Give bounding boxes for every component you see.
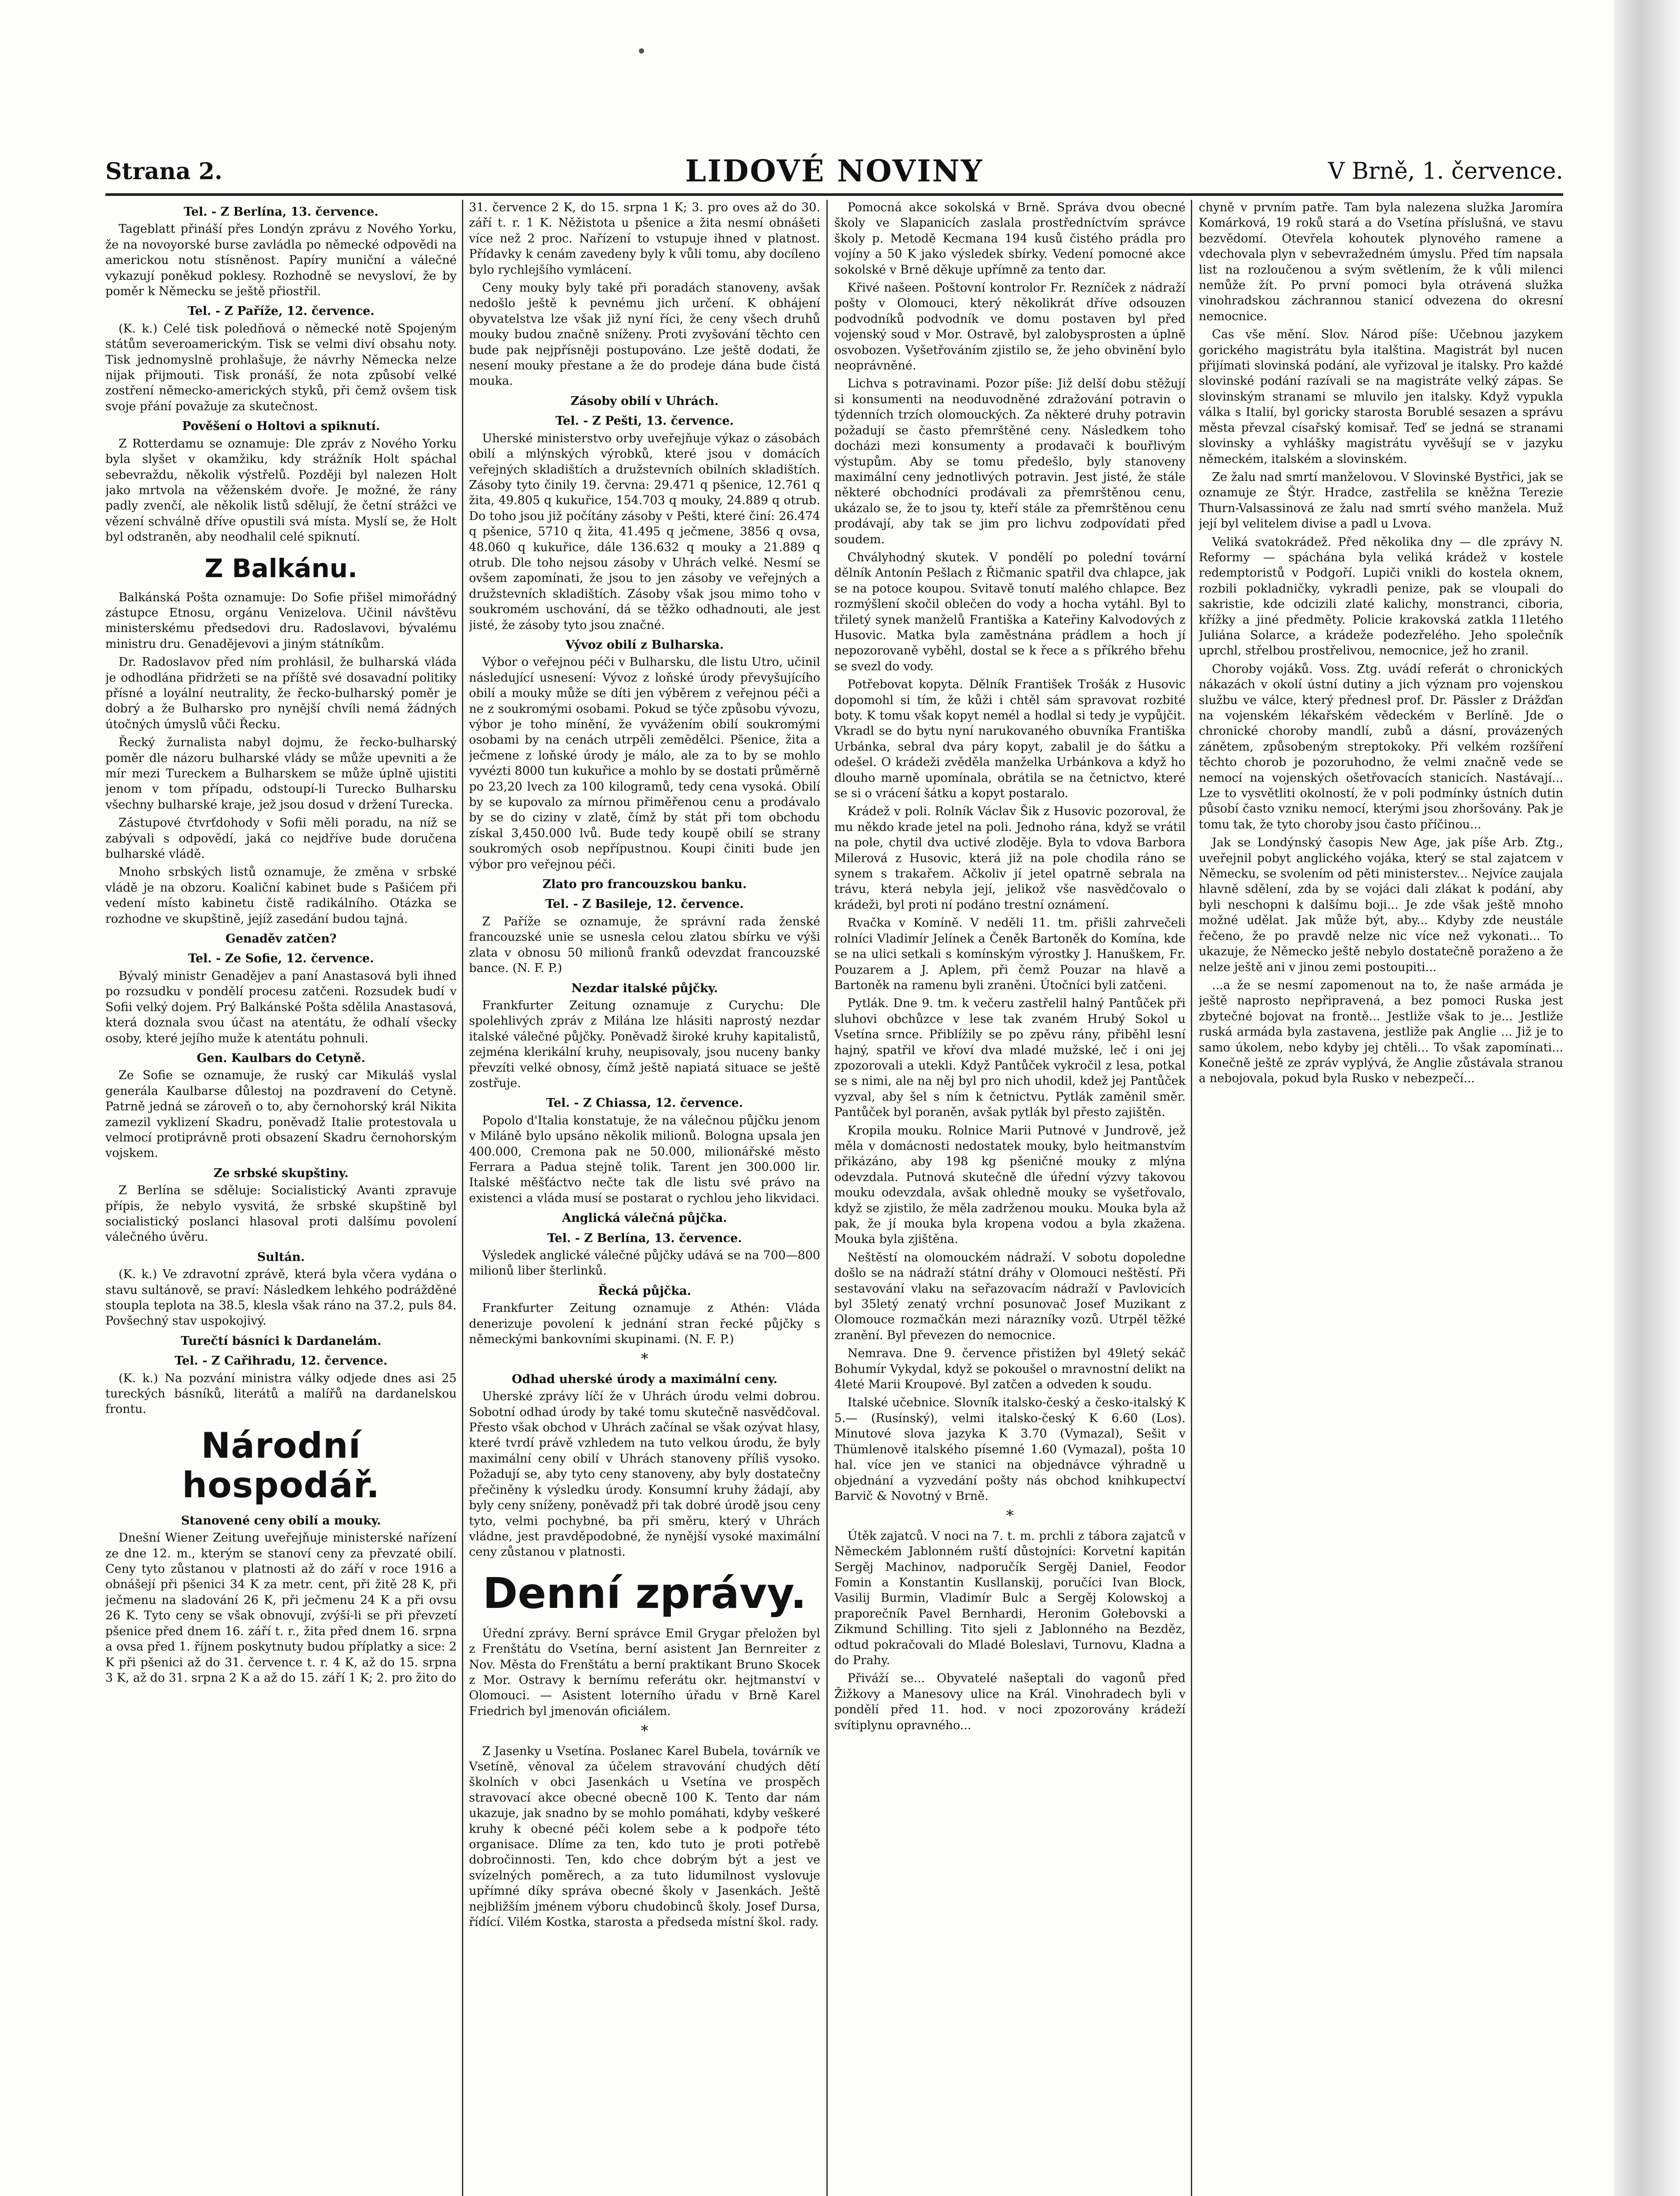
article-text: Potřebovat kopyta. Dělník František Trošák z Husovic dopomohl si tím, že kůži i chtěl sám spravovat rozbité boty. K tomu však kopyt nemél a hodlal si tedy je vypůjčit. Vkradl se do bytu nyní narukovaného obuvníka Františka Urbánka, sebral dva páry kopyt, zabalil je do šátku a odešel. O krádeži zvěděla manželka Urbánkova a když ho dlouho marně upomínala, obrátila se na četnictvo, které se si o vrácení šátku a kopyt postaralo.	[834, 678, 1186, 801]
article-text: Veliká svatokrádež. Před několika dny — dle zprávy N. Reformy — spáchána byla veliká krádež v kostele redemptoristů v Podgoří. Lupiči vnikli do kostela oknem, rozbili pokladničky, vykradli penize, pak se vloupali do sakristie, kde odcizili zlaté kalichy, monstranci, ciboria, křížky a jiné předměty. Policie krakovská zatkla 11letého Juliána Solarce, a krádeže podezřelého. Jeho společník uprchl, střelbou prostřelivou, nemocnice, jež ho zranil.	[1199, 535, 1563, 658]
article-text: Balkánská Pošta oznamuje: Do Sofie přišel mimořádný zástupce Etnosu, orgánu Venizelova. Učinil návštěvu ministerskému předsedovi dru. Radoslavovi, bývalému ministru dru. Genadějevovi a jiným státníkům.	[105, 590, 457, 651]
section-title: Z Balkánu.	[205, 553, 357, 583]
article-heading: Stanovené ceny obilí a mouky.	[181, 1513, 381, 1528]
article-text: Neštěstí na olomouckém nádraží. V sobotu dopoledne došlo se na nádraží státní dráhy v Olomouci neštěstí. Při sestavování vlaku na seřazovacím nádraží v Pavlovicích byl 35letý zenatý vrchní posunovač Josef Muzikant z Olomouce rozmačkán mezi nárazníky vozů. Utrpěl těžké zranění. Byl převezen do nemocnice.	[834, 1250, 1186, 1342]
article-heading: Zlato pro francouzskou banku.	[542, 878, 747, 892]
article-text: Krádež v poli. Rolník Václav Šik z Husovic pozoroval, že mu někdo krade jetel na poli. Jednoho rána, když se vrátil na pole, chytil dva uctivé zloděje. Byla to vdova Barbora Milerová z Husovic, která již na pole chodila ráno se synem s trakařem. Ačkoliv jí jetel opatrně sebrala na trávu, která nebyla její, jelikož vše nasvědčovalo o krádeži, byl proti ní podáno trestní oznámení.	[834, 805, 1186, 912]
article-text: Cas vše mění. Slov. Národ píše: Učebnou jazykem gorického magistrátu byla italština. Magistrát byl nucen přijímati slovinská podání, ale vyřizoval je italsky. Pro každé slovinské podání razívali se na magistráte velký zápas. Se slovinským stranami se mluvilo jen italsky. Když vypukla válka s Italií, byl goricky starosta Borublé sesazen a správu města převzal císařský komisař. Teď se jedná se stranami slovinsky a vyhlášky magistrátu vyvěšují se v jazyku německém, italském a slovinském.	[1199, 328, 1563, 466]
separator-star: *	[641, 1722, 649, 1740]
article-text: Z Paříže se oznamuje, že správní rada ženské francouzské unie se usnesla celou zlatou sbírku ve výši zlata v obnosu 50 milionů franků odevzdat francouzské bance. (N. F. P.)	[469, 914, 820, 975]
article-heading: Gen. Kaulbars do Cetyně.	[196, 1051, 366, 1065]
article-heading: Sultán.	[257, 1250, 305, 1264]
article-heading: Ze srbské skupštiny.	[213, 1166, 349, 1180]
article-text: Italské učebnice. Slovník italsko-český a česko-italský K 5.— (Rusínský), velmi italsko-český K 6.60 (Los). Minutové slova jazyka K 3.70 (Vymazal), Sešit v Thümlenově italského písemné 1.60 (Vymazal), pošta 10 hal. více jen ve stanici na objednávce výhradně u objednání a vyzvedání pošty nás obchod knihkupectví Barvič & Novotný v Brně.	[834, 1396, 1186, 1503]
article-text: Řecký žurnalista nabyl dojmu, že řecko-bulharský poměr dle názoru bulharské vlády se může upevniti a že mír mezi Tureckem a Bulharskem se může úplně ujistiti jenom v tom případu, odstoupí-li Turecko Bulharsku všechny bulharské kraje, jež jsou dosud v držení Turecka.	[105, 736, 457, 812]
article-text: Úřední zprávy. Berní správce Emil Grygar přeložen byl z Frenštátu do Vsetína, berní asistent Jan Bernreiter z Nov. Města do Frenštátu a berní praktikant Bruno Skocek z Mor. Ostravy k bernímu referátu okr. hejtmanství v Olomouci. — Asistent loterního úřadu v Brně Karel Friedrich byl jmenován oficiálem.	[469, 1626, 820, 1718]
column-divider	[462, 200, 463, 2196]
scan-speck	[639, 48, 644, 54]
article-text: Uherské zprávy líčí že v Uhrách úrodu velmi dobrou. Sobotní odhad úrody by také tomu skutečně nasvědčoval. Přesto však obchod v Uhrách začínal se však ozývat hlasy, které tvrdí právě vzhledem na tuto velkou úrodu, že byly maximální ceny obilí v Uhrách stanoveny příliš vysoko. Požadují se, aby tyto ceny stanoveny, aby byly dostatečny přečiněny k výsledku úrody. Konsumní kruhy žádají, aby byly ceny sníženy, poněvadž při tak dobré úrodě jsou ceny tyto, velmi pochybné, ba při směru, který v Uhrách vládne, jest pravděpodobné, že nynější vysoké maximální ceny zůstanou v platnosti.	[469, 1390, 820, 1559]
article-text: Z Jasenky u Vsetína. Poslanec Karel Bubela, továrník ve Vsetíně, věnoval za účelem stravování chudých dětí školních v obci Jasenkách u Vsetína ve prospěch stravovací akce obecné obecně 100 K. Tento dar nám ukazuje, jak snadno by se mohlo pomáhati, kdyby veškeré kruhy k obecné péči kolem sebe a k podpoře této organisace. Dlíme za ten, kdo tuto je proti potřebě dobročinnosti. Ten, kdo chce dobrým být a jest ve svízelných poměrech, a za tuto lidumilnost vyslovuje upřímné díky správa obecné školy v Jasenkách. Ještě nejbližším jménem výboru chudobinců školy. Josef Dursa, řídící. Vilém Kostka, starosta a předseda místní škol. rady.	[469, 1744, 820, 1929]
article-subheading: Tel. - Z Pešti, 13. července.	[555, 414, 734, 428]
article-text: (K. k.) Celé tisk poledňová o německé notě Spojeným státům severoamerickým. Tisk se velmi diví obsahu noty. Tisk jednomyslně prohlašuje, že návrhy Německa nelze nijak přijmouti. Tisk pronáší, že nota způsobí velké zostření německo-amerických styků, při čemž ovšem tisk svoje přání považuje za skutečnost.	[105, 321, 457, 413]
article-text: Lichva s potravinami. Pozor píše: Již delší dobu stěžují si konsumenti na neoduvodněné zdražování potravin o týdenních trzích olomouckých. Za některé druhy potravin požadují se často přemrštěné ceny. Následkem toho docházi mezi konsumenty a prodavači k bouřlivým výstupům. Aby se tomu předešlo, byly stanoveny maximální ceny jednotlivých potravin. Jest jisté, že stále některé obchodníci prodávali za přemrštěnou cenu, ukázalo se, že to jsou ty, kteří stále za přemrštěnou cenu prodávají, aby tak se jim pro lichvu zodpovídati před soudem.	[834, 377, 1186, 546]
page-edge-shadow	[1614, 0, 1680, 2196]
article-text: Bývalý ministr Genadějev a paní Anastasová byli ihned po rozsudku v pondělí procesu zatčeni. Rozsudek budí v Sofii velký dojem. Prý Balkánské Pošta sdělila Anastasová, která doznala svou účast na atentátu, že odhalí všecky osoby, které jejího muže k atentátu pohnuli.	[105, 969, 457, 1045]
article-heading: Vývoz obilí z Bulharska.	[565, 638, 724, 652]
article-text: Přiváží se... Obyvatelé našeptali do vagonů před Žižkovy a Manesovy ulice na Král. Vinohradech byli v pondělí před 11. hod. v noci zpozorovány krádeží svítiplynu opravného...	[834, 1672, 1186, 1732]
article-text: Výsledek anglické válečné půjčky udává se na 700—800 milionů liber šterlinků.	[469, 1249, 820, 1278]
article-text: Křivé našeen. Poštovní kontrolor Fr. Rezníček z nádraží pošty v Olomouci, který několikrát dříve odsouzen podvodníků podvodník ve domu postaven byl před vojenský soud v Mor. Ostravě, byl zalobysprosten a úplně osvobozen. Vyšetřováním zjistilo se, že jeho obvinění bylo neoprávněné.	[834, 281, 1186, 373]
column-3	[834, 200, 1186, 2196]
header-rule	[105, 193, 1563, 196]
article-subheading: Tel. - Z Cařihradu, 12. července.	[174, 1354, 388, 1368]
article-heading: Odhad uherské úrody a maximální ceny.	[512, 1372, 778, 1386]
article-text: Frankfurter Zeitung oznamuje z Curychu: Dle spolehlivých zpráv z Milána lze hlásiti naprostý nezdar italské válečné půjčky. Poněvadž široké kruhy kapitalistů, zejména klerikální kruhy, neupisovaly, jsou nuceny banky převzíti velké obnosy, čímž ještě napiatá situace se ještě zostřuje.	[469, 998, 820, 1090]
article-text: (K. k.) Na pozvání ministra války odjede dnes asi 25 tureckých básníků, literátů a malířů na dardanelskou frontu.	[105, 1371, 457, 1416]
column-1	[105, 200, 457, 2196]
article-text: Ze Sofie se oznamuje, že ruský car Mikuláš vyslal generála Kaulbarse důlestoj na pozdravení do Cetyně. Patrně jedná se zároveň o to, aby černohorský král Nikita zamezil vyklizení Skadru, poněvadž Italie protestovala u velmocí protiprávně proti obsazení Skadru černohorským vojskem.	[105, 1069, 457, 1160]
article-text: chyně v prvním patře. Tam byla nalezena služka Jaromíra Komárková, 19 roků stará a do Vsetína příslušná, ve stavu bezvědomí. Otevřela kohoutek plynového ramene a vdechovala plyn v sebevražedném úmyslu. Před tím napsala list na rozloučenou a svým světlením, že k vůli milenci nemůže žít. Po první pomoci byla otrávená služka vinohradskou záchrannou stanicí odvezena do okresní nemocnice.	[1199, 201, 1563, 323]
page-header	[105, 154, 1563, 193]
article-text: Pomocná akce sokolská v Brně. Správa dvou obecné školy ve Slapanicích zaslala prostředníctvím správce školy p. Metodě Kecmana 194 kusů čistého prádla pro vojíny a 50 K jako výsledek sbírky. Vedení pomocné akce sokolské v Brně děkuje upřímně za tento dar.	[834, 201, 1186, 277]
masthead-title: LIDOVÉ NOVINY	[685, 154, 984, 189]
article-text: Tageblatt přináší přes Londýn zprávu z Nového Yorku, že na novoyorské burse zavládla po německé odpovědi na americkou notu stísněnost. Papíry muniční a válečné vykazují poněkud poklesy. Rozhodně se nevysloví, že by poměr k Německu se ještě přiostřil.	[105, 222, 457, 299]
article-text: Uherské ministerstvo orby uveřejňuje výkaz o zásobách obilí a mlýnských výrobků, které jsou v domácích veřejných skladištích a družstevních obilních skladištích. Zásoby tyto činily 19. června: 29.471 q pšenice, 12.761 q žita, 49.805 q kukuřice, 154.703 q mouky, 24.889 q otrub. Do toho jsou již počítány zásoby v Pešti, které činí: 26.474 q pšenice, 5710 q žita, 41.495 q ječmene, 3856 q ovsa, 48.060 q kukuřice, dále 136.632 q mouky a 21.889 q otrub. Dle toho nejsou zásoby v Uhrách velké. Nesmí se ovšem zapomínati, že jsou to jen zásoby ve veřejných a družstevních skladištích. Zásoby však jsou mimo toho v soukromém uschování, dá se těžko odhadnouti, ale jest jisté, že zásoby tyto jsou značné.	[469, 431, 820, 632]
article-subheading: Tel. - Z Chiassa, 12. července.	[546, 1096, 743, 1110]
article-text: Choroby vojáků. Voss. Ztg. uvádí referát o chronických nákazách v okolí ústní dutiny a jich význam pro vojenskou službu ve válce, který přednesl prof. Dr. Pässler z Drážďan na vojenském lékařském vědeckém v Berlíně. Jde o chronické choroby mandlí, zubů a dásní, provázených zánětem, způsobeným streptokoky. Při velkém rozšíření těchto chorob je pozoruhodno, že velmi značně vede se nemocí na vojenských ošetřovacích stanicích. Nastávají... Lze to vysvětliti okolností, že v poli podmínky ústních dutin působí často vzniku nemocí, kterými jsou zhoršovány. Pak je tomu tak, že tyto choroby jsou často příčinou...	[1199, 662, 1563, 831]
page-number: Strana 2.	[105, 158, 223, 185]
article-text: Chvályhodný skutek. V pondělí po polední tovární dělník Antonín Pešlach z Řičmanic spatřil dva chlapce, jak se na potoce koupou. Svitavě tonutí malého chlapce. Bez rozmýšlení skočil oblečen do vody a hocha vytáhl. Byl to třiletý synek manželů Františka a Kateřiny Kalvodových z Husovic. Matka byla zaměstnána prádlem a hoch jí nepozorovaně vyběhl, dostal se k řece a s příkrého břehu se svezl do vody.	[834, 550, 1186, 673]
article-text: Frankfurter Zeitung oznamuje z Athén: Vláda denerizuje povolení k jednání stran řecké půjčky s německými bankovními skupinami. (N. F. P.)	[469, 1301, 820, 1347]
article-text: Výbor o veřejnou péči v Bulharsku, dle listu Utro, učinil následující usnesení: Vývoz z loňské úrody převyšujícího obilí a mouky může se díti jen výběrem z veřejnou péči a ne z soukromými osobami. Pokud se týče způsobu vývozu, výbor je toho mínění, že vyvážením obilí soukromými osobami by na cenách utrpěli zemědělci. Pšenice, žita a ječmene z loňské úrody je málo, ale za to by se mohlo vyvézti 8000 tun kukuřice a mohlo by se dostati průměrně po 23,20 lvech za 100 kilogramů, tedy cena vysoká. Obilí by se kupovalo za mírnou přiměřenou cenu a prodávalo by se do ciziny v zlatě, čímž by stát při tom obchodu získal 3,450.000 lvů. Bude tedy koupě obilí se strany soukromých osob nepřípustnou. Koupi činiti bude jen výbor pro veřejnou péči.	[469, 655, 820, 871]
article-text: Nemrava. Dne 9. července přistižen byl 49letý sekáč Bohumír Vykydal, když se pokoušel o mravnostní delikt na 4leté Marii Kroupové. Byl zatčen a odveden k soudu.	[834, 1347, 1186, 1392]
article-text: Popolo d'Italia konstatuje, že na válečnou půjčku jenom v Miláně bylo upsáno několik milionů. Bologna upsala jen 400.000, Cremona pak ne 50.000, milionářské město Ferrara a Padua stejně tolik. Tarent jen 300.000 lir. Italské měšťáctvo nečte tak dle listu své právo na existenci a vláda musí se postarat o rychlou jeho likvidaci.	[469, 1113, 820, 1205]
article-text: Z Rotterdamu se oznamuje: Dle zpráv z Nového Yorku byla slyšet v okamžiku, kdy strážník Holt spáchal sebevraždu, několik výstřelů. Později byl nalezen Holt jako mrtvola na věženském dvoře. Je možné, že rány padly zvenčí, ale několik listů sdělují, že četní strážci ve vězení schválně dříve opustili svá místa. Myslí se, že Holt byl odstraněn, aby neodhalil celé spiknutí.	[105, 437, 457, 544]
column-2	[469, 200, 820, 2196]
dateline: V Brně, 1. července.	[1328, 158, 1563, 184]
article-text: Jak se Londýnský časopis New Age, jak píše Arb. Ztg., uveřejnil pobyt anglického vojáka, který se stal zajatcem v Německu, se svolením od pěti ministerstev... Nejvíce zaujala hlavně sdělení, zda by se vojáci dali zlákat k podání, aby byli neschopni k dalšímu boji... Je zde však ještě mnoho možné udělat. Jak může být, aby... Kdyby zde neustále řečeno, že po pravdě nelze nic více než vykonati... To ukazuje, že Německo ještě nebylo dostatečně poraženo a že nelze ještě ani v jinou zemi postoupiti...	[1199, 836, 1563, 974]
column-divider	[826, 200, 828, 2196]
separator-star: *	[1006, 1507, 1014, 1525]
article-text: Dr. Radoslavov před ním prohlásil, že bulharská vláda je odhodlána přidržeti se na příště své dosavadní politiky přísné a loyální neutrality, že řecko-bulharský poměr je dobrý a že Bulharsko pro nynější chvíli nemá žádných útočných úmyslů vůči Řecku.	[105, 655, 457, 731]
article-text: Mnoho srbských listů oznamuje, že změna v srbské vládě je na obzoru. Koaliční kabinet bude s Pašićem při vedení místo kabinetu čistě radikálního. Otázka se rozhodne ve skupštině, jejíž zasedání budou tajná.	[105, 865, 457, 926]
article-text: Zástupové čtvrťdohody v Sofii měli poradu, na níž se zabývali s odpovědí, jaká co nejdříve bude doručena bulharské vládě.	[105, 816, 457, 861]
article-text: Kropila mouku. Rolnice Marii Putnové v Jundrově, jež měla v domácnosti nedostatek mouky, bylo heitmanstvím přikázáno, aby 198 kg pšeničné mouky z mlýna odevzdala. Putnová skutečně dle úřední výzvy takovou mouku odevzdala, avšak ohledně mouky se vyšetřovalo, když se zjistilo, že měla zadrženou mouku. Mouka byla až pak, že jí mouka byla kropena vodou a byla zkažena. Mouka byla zjištěna.	[834, 1123, 1186, 1246]
article-text: (K. k.) Ve zdravotní zprávě, která byla včera vydána o stavu sultánově, se praví: Následkem lehkého podrážděné stoupla teplota na 38.5, klesla však ráno na 37.2, puls 84. Povšechný stav uspokojivý.	[105, 1268, 457, 1328]
section-title: Denní zprávy.	[483, 1568, 807, 1618]
article-text: Z Berlína se sděluje: Socialistický Avanti zpravuje přípis, že nebylo vysvitá, že srbské skupštině byl socialistický poslanci hlasoval proti dalšímu povolení válečného úvěru.	[105, 1184, 457, 1244]
article-text: Dnešní Wiener Zeitung uveřejňuje ministerské nařízení ze dne 12. m., kterým se stanoví ceny za převzaté obilí. Ceny tyto zůstanou v platnosti až do září v roce 1916 a obnášejí při pšenici 34 K za metr. cent, při žitě 28 K, při ječmenu na sladování 26 K, při ječmenu 24 K a při ovsu 26 K. Tyto ceny se však obnovují, zvýší-li se při převzetí pšenice před dnem 16. září t. r., žita před dnem 16. srpna a ovsa před 1. říjnem poskytnuty budou příplatky a sice: 2 K při pšenici až do 31. července t. r. 4 K, až do 15. srpna 3 K, až do 31. srpna 2 K a až do 15. září 1 K; 2. pro žito do	[105, 1531, 457, 1685]
article-text: Ceny mouky byly také při poradách stanoveny, avšak nedošlo ještě k pevnému jich určení. K obhájení obyvatelstva lze však již nyní říci, že ceny všech druhů mouky budou značně sníženy. Proti zvyšování těchto cen bude pak nejpřísněji postupováno. Lze ještě dodati, že nesení mouky přestane a že do prodeje dána bude čistá mouka.	[469, 281, 820, 388]
article-text: ...a že se nesmí zapomenout na to, že naše armáda je ještě naprosto nepřipravená, a bez pomoci Ruska jest zbytečné bojovat na frontě... Jestliže však to je... Jestliže ruská armáda byla zastavena, jestliže pak Anglie ... Již je to samo úkolem, nebo kdyby jej chtěli... To však zapomínati... Konečně ještě ze zpráv vyplývá, že Anglie zůstávala stranou a nebojovala, pokud byla Rusko v nebezpečí...	[1199, 978, 1563, 1086]
section-title: Národní hospodář.	[182, 1425, 380, 1506]
article-text: Ze žalu nad smrtí manželovou. V Slovinské Bystřici, jak se oznamuje ze Štýr. Hradce, zastřelila se kněžna Terezie Thurn-Valsassinová ze žalu nad smrtí svého manžela. Muž její byl velitelem divise a padl u Lvova.	[1199, 470, 1563, 531]
article-heading: Nezdar italské půjčky.	[571, 981, 718, 995]
article-heading: Anglická válečná půjčka.	[562, 1211, 727, 1225]
article-text: Útěk zajatců. V noci na 7. t. m. prchli z tábora zajatců v Německém Jablonném ruští důstojníci: Korvetní kapitán Sergěj Machinov, nadporučík Sergěj Daniel, Feodor Fomin a Konstantin Kusllanskij, poručíci Ivan Block, Vasilij Burmin, Vladimír Bulc a Sergěj Kolowskoj a praporečník Pavel Bernhardi, Heronim Gołebovski a Zikmund Schilling. Tito sjeli z Jablonného na Bezděz, odtud pokračovali do Mladé Boleslavi, Turnovu, Kladna a do Prahy.	[834, 1529, 1186, 1667]
article-heading: Řecká půjčka.	[598, 1284, 691, 1298]
article-heading: Tel. - Z Paříže, 12. července.	[187, 304, 375, 318]
article-heading: Turečtí básníci k Dardanelám.	[180, 1334, 382, 1348]
article-heading: Pověšení o Holtovi a spiknutí.	[182, 419, 380, 433]
article-text: 31. července 2 K, do 15. srpna 1 K; 3. pro oves až do 30. září t. r. 1 K. Něžistota u pšenice a žita nesmí obnášeti více než 2 proc. Nařízení to vstupuje ihned v platnost. Přídavky k cenám zavedeny byly k vůli tomu, aby docíleno bylo rychlejšího vymlácení.	[469, 201, 820, 277]
article-subheading: Tel. - Z Berlína, 13. července.	[547, 1231, 742, 1245]
column-divider	[1191, 200, 1192, 2196]
article-subheading: Tel. - Ze Sofie, 12. července.	[188, 952, 374, 966]
article-heading: Genaděv zatčen?	[225, 932, 337, 946]
article-heading: Tel. - Z Berlína, 13. července.	[184, 205, 379, 219]
article-subheading: Tel. - Z Basileje, 12. července.	[545, 897, 744, 911]
column-4	[1199, 200, 1563, 2196]
article-text: Pytlák. Dne 9. tm. k večeru zastřelil halný Pantůček při sluhovi obchůzce v lese tak zvaném Hrubý Sokol u Vsetína srnce. Přiblížily se po zpěvu rány, přiběhl lesní hajný, spatřil ve křoví dva mladé mužské, leč i oni jej zpozorovali a utekli. Když Pantůček vykročil z lesa, potkal se s nimi, ale na něj byl pro nich uhodil, kdež jej Pantůček vyzval, aby šel s ním k četnictvu. Pytlák zaměnil směr. Pantůček byl poraněn, avšak pytlák byl přesto zajištěn.	[834, 997, 1186, 1120]
article-text: Rvačka v Komíně. V neděli 11. tm. přišli zahrvečeli rolníci Vladimír Jelínek a Čeněk Bartoněk do Komína, kde se na ulici setkali s komínským výrostky J. Hanuškem, Fr. Pouzarem a J. Aplem, při čemž Pouzar na hlavě a Bartoněk na ramenu byli zraněni. Útočníci byli zatčeni.	[834, 916, 1186, 992]
article-heading: Zásoby obilí v Uhrách.	[570, 394, 719, 408]
separator-star: *	[641, 1350, 649, 1368]
